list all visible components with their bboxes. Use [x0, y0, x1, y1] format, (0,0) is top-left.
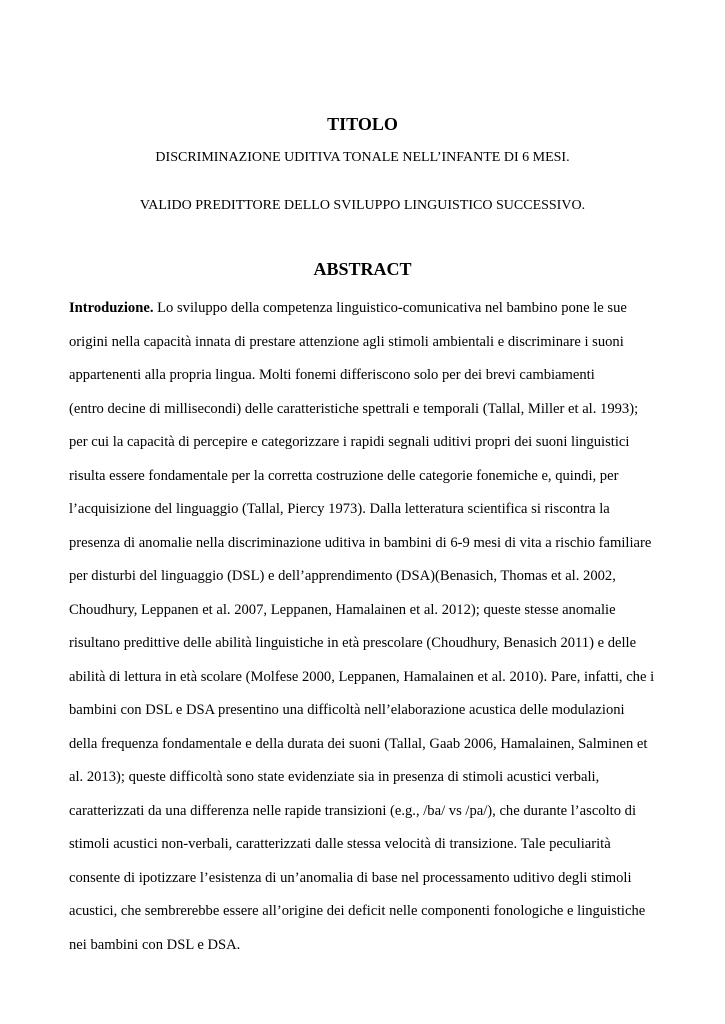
abstract-line-text: Lo sviluppo della competenza linguistico-comunicativa nel bambino pone le sue [153, 300, 627, 316]
abstract-line: per disturbi del linguaggio (DSL) e dell’apprendimento (DSA)(Benasich, Thomas et al. 2002, [69, 568, 616, 584]
abstract-line: presenza di anomalie nella discriminazione uditiva in bambini di 6-9 mesi di vita a rischio familiare [69, 534, 652, 551]
abstract-line: Choudhury, Leppanen et al. 2007, Leppanen, Hamalainen et al. 2012); queste stesse anomalie [69, 601, 616, 618]
abstract-line: origini nella capacità innata di prestare attenzione agli stimoli ambientali e discriminare i suoni [69, 333, 624, 350]
abstract-heading: ABSTRACT [313, 259, 412, 279]
abstract-line: (entro decine di millisecondi) delle caratteristiche spettrali e temporali (Tallal, Miller et al. 1993); [69, 400, 639, 417]
abstract-line: della frequenza fondamentale e della durata dei suoni (Tallal, Gaab 2006, Hamalainen, Salminen et [69, 735, 648, 752]
subtitle-line-2: VALIDO PREDITTORE DELLO SVILUPPO LINGUISTICO SUCCESSIVO. [139, 198, 586, 213]
abstract-line: appartenenti alla propria lingua. Molti fonemi differiscono solo per dei brevi cambiamenti [69, 367, 595, 383]
abstract-line: risultano predittive delle abilità linguistiche in età prescolare (Choudhury, Benasich 2011) e delle [69, 635, 637, 651]
abstract-line: caratterizzati da una differenza nelle rapide transizioni (e.g., /ba/ vs /pa/), che durante l’ascolto di [69, 802, 637, 819]
abstract-line: stimoli acustici non-verbali, caratterizzati dalle stessa velocità di transizione. Tale peculiarità [69, 836, 611, 852]
abstract-line: risulta essere fondamentale per la corretta costruzione delle categorie fonemiche e, quindi, per [69, 467, 619, 484]
abstract-line: abilità di lettura in età scolare (Molfese 2000, Leppanen, Hamalainen et al. 2010). Pare, infatti, che i [69, 668, 655, 685]
document-title: TITOLO [327, 114, 398, 134]
subtitle-line-1: DISCRIMINAZIONE UDITIVA TONALE NELL’INFANTE DI 6 MESI. [155, 150, 570, 165]
abstract-line: al. 2013); queste difficoltà sono state evidenziate sia in presenza di stimoli acustici verbali, [69, 769, 600, 785]
abstract-line: nei bambini con DSL e DSA. [69, 936, 241, 953]
abstract-line [69, 298, 627, 318]
abstract-line: l’acquisizione del linguaggio (Tallal, Piercy 1973). Dalla letteratura scientifica si riscontra la [69, 501, 610, 517]
intro-label: Introduzione. [69, 300, 154, 316]
abstract-line: consente di ipotizzare l’esistenza di un’anomalia di base nel processamento uditivo degli stimoli [69, 869, 632, 886]
abstract-line: bambini con DSL e DSA presentino una difficoltà nell’elaborazione acustica delle modulazioni [69, 702, 625, 718]
abstract-line: acustici, che sembrerebbe essere all’origine dei deficit nelle componenti fonologiche e linguistiche [69, 903, 646, 919]
abstract-line: per cui la capacità di percepire e categorizzare i rapidi segnali uditivi propri dei suoni linguistici [69, 434, 630, 450]
